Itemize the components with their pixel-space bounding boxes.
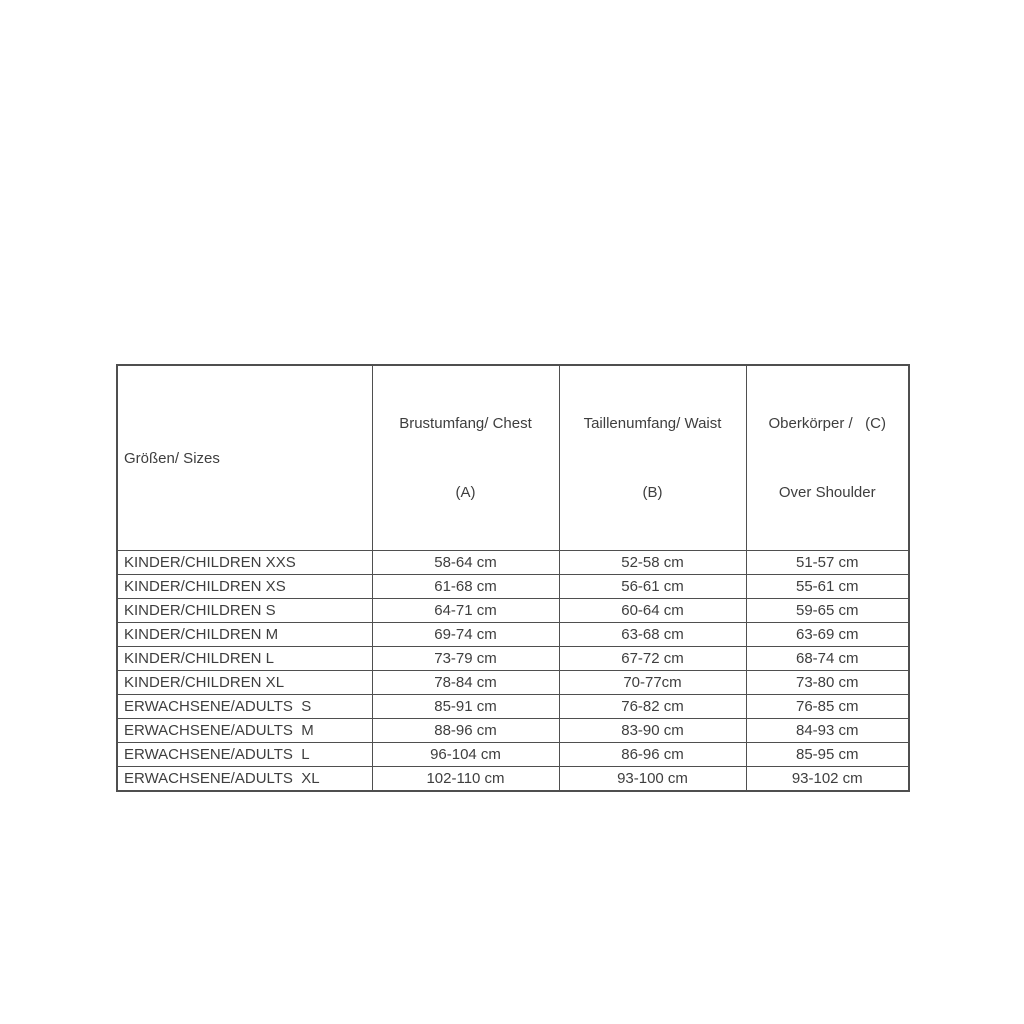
size-cell: KINDER/CHILDREN S: [117, 599, 372, 623]
table-row: [117, 623, 909, 647]
size-cell: ERWACHSENE/ADULTS XL: [117, 767, 372, 791]
size-cell: KINDER/CHILDREN XS: [117, 575, 372, 599]
shoulder-cell: 76-85 cm: [746, 695, 909, 719]
waist-cell: 76-82 cm: [559, 695, 746, 719]
chest-cell: 73-79 cm: [372, 647, 559, 671]
header-chest-line2: (A): [455, 484, 476, 501]
table-row: [117, 671, 909, 695]
size-cell: KINDER/CHILDREN XL: [117, 671, 372, 695]
shoulder-cell: 85-95 cm: [746, 743, 909, 767]
waist-cell: 70-77cm: [559, 671, 746, 695]
table-row: [117, 551, 909, 575]
table-row: [117, 695, 909, 719]
waist-cell: 86-96 cm: [559, 743, 746, 767]
shoulder-cell: 84-93 cm: [746, 719, 909, 743]
shoulder-cell: 68-74 cm: [746, 647, 909, 671]
size-chart-table: [116, 364, 910, 792]
shoulder-cell: 59-65 cm: [746, 599, 909, 623]
table-row: [117, 599, 909, 623]
header-shoulder-line2: Over Shoulder: [778, 484, 876, 501]
chest-cell: 78-84 cm: [372, 671, 559, 695]
header-shoulder-line1: Oberkörper / (C): [768, 415, 887, 432]
waist-cell: 60-64 cm: [559, 599, 746, 623]
size-cell: ERWACHSENE/ADULTS L: [117, 743, 372, 767]
header-waist: [559, 365, 746, 551]
chest-cell: 88-96 cm: [372, 719, 559, 743]
size-cell: ERWACHSENE/ADULTS M: [117, 719, 372, 743]
header-shoulder: [746, 365, 909, 551]
header-sizes: [117, 365, 372, 551]
waist-cell: 63-68 cm: [559, 623, 746, 647]
chest-cell: 58-64 cm: [372, 551, 559, 575]
shoulder-cell: 55-61 cm: [746, 575, 909, 599]
size-cell: KINDER/CHILDREN M: [117, 623, 372, 647]
shoulder-cell: 93-102 cm: [746, 767, 909, 791]
table-row: [117, 719, 909, 743]
shoulder-cell: 51-57 cm: [746, 551, 909, 575]
table-row: [117, 647, 909, 671]
waist-cell: 52-58 cm: [559, 551, 746, 575]
shoulder-cell: 73-80 cm: [746, 671, 909, 695]
shoulder-cell: 63-69 cm: [746, 623, 909, 647]
waist-cell: 67-72 cm: [559, 647, 746, 671]
table-row: [117, 767, 909, 791]
chest-cell: 85-91 cm: [372, 695, 559, 719]
waist-cell: 83-90 cm: [559, 719, 746, 743]
chest-cell: 64-71 cm: [372, 599, 559, 623]
chest-cell: 69-74 cm: [372, 623, 559, 647]
header-sizes-label: Größen/ Sizes: [124, 449, 220, 467]
size-cell: KINDER/CHILDREN XXS: [117, 551, 372, 575]
waist-cell: 93-100 cm: [559, 767, 746, 791]
waist-cell: 56-61 cm: [559, 575, 746, 599]
header-row: [117, 365, 909, 551]
table-row: [117, 575, 909, 599]
size-cell: KINDER/CHILDREN L: [117, 647, 372, 671]
size-cell: ERWACHSENE/ADULTS S: [117, 695, 372, 719]
header-waist-line2: (B): [642, 484, 663, 501]
chest-cell: 61-68 cm: [372, 575, 559, 599]
chest-cell: 96-104 cm: [372, 743, 559, 767]
header-chest: [372, 365, 559, 551]
chest-cell: 102-110 cm: [372, 767, 559, 791]
table-row: [117, 743, 909, 767]
header-waist-line1: Taillenumfang/ Waist: [583, 415, 722, 432]
header-chest-line1: Brustumfang/ Chest: [399, 415, 532, 432]
